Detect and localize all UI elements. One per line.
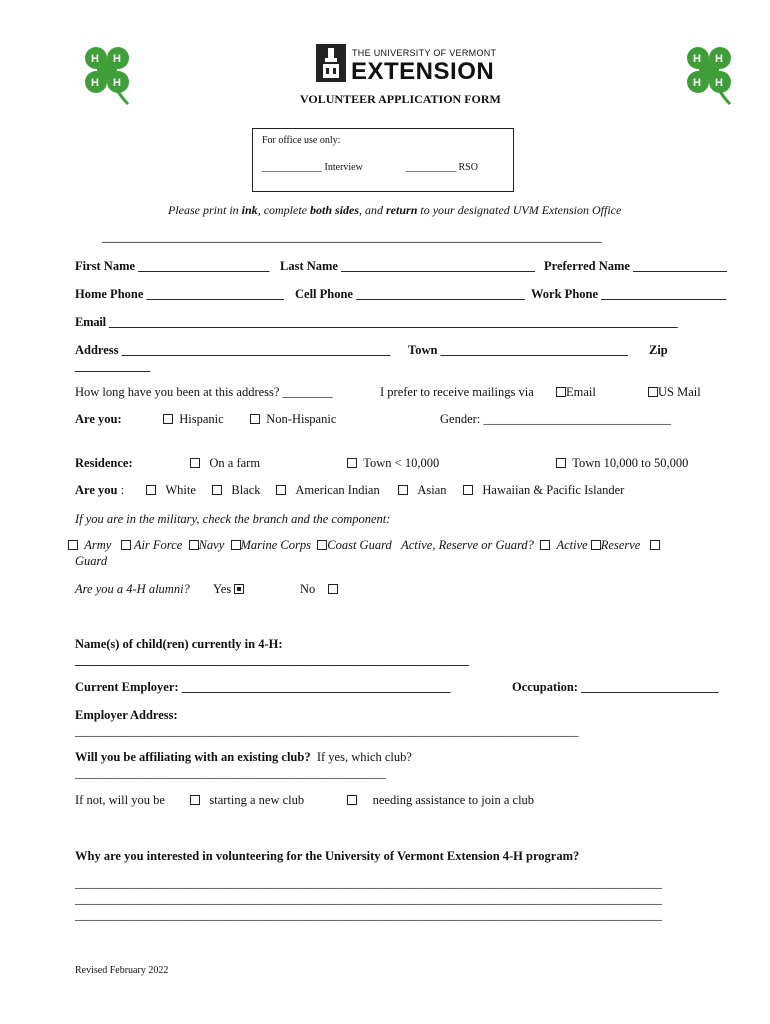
svg-text:H: H <box>715 77 723 89</box>
town-mid-checkbox[interactable] <box>556 458 566 468</box>
office-use-box <box>252 128 514 192</box>
children-line[interactable]: _______________________________________________________________ <box>75 653 469 667</box>
mail-pref-label: I prefer to receive mailings via <box>380 385 534 399</box>
town-small-option[interactable]: Town < 10,000 <box>347 456 439 471</box>
army-checkbox[interactable] <box>68 540 78 550</box>
interest-line-1[interactable]: ______________________________________________________________________________________________________ <box>75 876 662 890</box>
new-club-option[interactable]: starting a new club <box>190 793 304 808</box>
mail-email-checkbox[interactable] <box>556 387 566 397</box>
marine-checkbox[interactable] <box>231 540 241 550</box>
form-title: VOLUNTEER APPLICATION FORM <box>300 92 501 106</box>
university-line: THE UNIVERSITY OF VERMONT <box>352 48 497 58</box>
svg-text:H: H <box>693 53 701 65</box>
town-mid-option[interactable]: Town 10,000 to 50,000 <box>556 456 688 471</box>
employer-address-label: Employer Address: <box>75 708 178 722</box>
new-club-checkbox[interactable] <box>190 795 200 805</box>
navy-checkbox[interactable] <box>189 540 199 550</box>
svg-text:H: H <box>113 53 121 65</box>
email-field[interactable]: Email ______________________________________________________________________________________________ <box>75 315 678 329</box>
air-force-checkbox[interactable] <box>121 540 131 550</box>
white-checkbox[interactable] <box>146 485 156 495</box>
top-rule: ________________________________________________________________________________________________ <box>102 232 602 244</box>
guard-checkbox[interactable] <box>650 540 660 550</box>
4h-clover-logo-right <box>678 44 740 108</box>
alumni-yes-checkbox[interactable] <box>234 584 244 594</box>
building-icon <box>316 44 346 82</box>
mail-email-option[interactable]: Email <box>556 385 596 400</box>
farm-option[interactable]: On a farm <box>190 456 260 471</box>
cell-phone-field[interactable]: Cell Phone ___________________________ <box>295 287 525 301</box>
alumni-question: Are you a 4-H alumni? <box>75 582 190 596</box>
svg-text:H: H <box>91 53 99 65</box>
preferred-name-field[interactable]: Preferred Name _______________ <box>544 259 727 273</box>
black-checkbox[interactable] <box>212 485 222 495</box>
race-label: Are you : <box>75 483 125 497</box>
occupation-field[interactable]: Occupation: ______________________ <box>512 680 719 694</box>
farm-checkbox[interactable] <box>190 458 200 468</box>
town-small-checkbox[interactable] <box>347 458 357 468</box>
assistance-checkbox[interactable] <box>347 795 357 805</box>
hispanic-option[interactable]: Hispanic <box>163 412 224 427</box>
mail-usmail-option[interactable]: US Mail <box>648 385 701 400</box>
club-question: Will you be affiliating with an existing club? If yes, which club? <box>75 750 412 764</box>
home-phone-field[interactable]: Home Phone ______________________ <box>75 287 285 301</box>
town-field[interactable]: Town ______________________________ <box>408 343 629 357</box>
ethnicity-label: Are you: <box>75 412 122 426</box>
hawaiian-option[interactable]: Hawaiian & Pacific Islander <box>463 483 624 498</box>
if-not-label: If not, will you be <box>75 793 165 807</box>
black-option[interactable]: Black <box>212 483 261 498</box>
coast-guard-checkbox[interactable] <box>317 540 327 550</box>
svg-text:H: H <box>715 53 723 65</box>
guard-label: Guard <box>75 554 108 568</box>
american-indian-checkbox[interactable] <box>276 485 286 495</box>
residence-label: Residence: <box>75 456 133 470</box>
active-checkbox[interactable] <box>540 540 550 550</box>
reserve-checkbox[interactable] <box>591 540 601 550</box>
asian-checkbox[interactable] <box>398 485 408 495</box>
revised-date: Revised February 2022 <box>75 965 169 976</box>
first-name-field[interactable]: First Name _____________________ <box>75 259 270 273</box>
work-phone-field[interactable]: Work Phone ____________________ <box>531 287 727 301</box>
alumni-no-checkbox[interactable] <box>328 584 338 594</box>
svg-text:H: H <box>91 77 99 89</box>
interest-question: Why are you interested in volunteering for the University of Vermont Extension 4-H program? <box>75 849 580 863</box>
zip-line[interactable]: ____________ <box>75 359 150 373</box>
military-branches: Army Air Force Navy Marine Corps Coast Guard Active, Reserve or Guard? Active Reserve <box>68 538 660 553</box>
employer-address-line[interactable]: ______________________________________________________________________________________ <box>75 724 579 738</box>
hawaiian-checkbox[interactable] <box>463 485 473 495</box>
4h-clover-logo-left <box>76 44 138 108</box>
gender-field[interactable]: Gender: ______________________________ <box>440 412 671 426</box>
interest-line-3[interactable]: ______________________________________________________________________________________________________ <box>75 908 662 922</box>
zip-label: Zip <box>649 343 668 357</box>
svg-text:H: H <box>693 77 701 89</box>
instructions: Please print in ink, complete both sides, and return to your designated UVM Extension Office <box>168 203 622 217</box>
svg-text:H: H <box>113 77 121 89</box>
club-line[interactable]: _____________________________________________________ <box>75 766 386 780</box>
alumni-yes-option[interactable]: Yes <box>213 582 244 597</box>
mail-usmail-checkbox[interactable] <box>648 387 658 397</box>
employer-field[interactable]: Current Employer: ___________________________________________ <box>75 680 451 694</box>
children-label: Name(s) of child(ren) currently in 4-H: <box>75 637 283 651</box>
rso-field[interactable]: __________ RSO <box>406 162 478 173</box>
address-field[interactable]: Address ___________________________________________ <box>75 343 391 357</box>
assistance-option[interactable]: needing assistance to join a club <box>347 793 534 808</box>
address-duration-field[interactable]: How long have you been at this address? ________ <box>75 385 333 399</box>
interest-line-2[interactable]: ______________________________________________________________________________________________________ <box>75 892 662 906</box>
non-hispanic-checkbox[interactable] <box>250 414 260 424</box>
interview-field[interactable]: ____________ Interview <box>262 162 363 173</box>
extension-word: EXTENSION <box>351 58 495 85</box>
american-indian-option[interactable]: American Indian <box>276 483 380 498</box>
last-name-field[interactable]: Last Name _______________________________ <box>280 259 535 273</box>
alumni-no-option[interactable]: No <box>300 582 338 597</box>
non-hispanic-option[interactable]: Non-Hispanic <box>250 412 336 427</box>
office-label: For office use only: <box>262 135 341 146</box>
hispanic-checkbox[interactable] <box>163 414 173 424</box>
asian-option[interactable]: Asian <box>398 483 447 498</box>
military-intro: If you are in the military, check the branch and the component: <box>75 512 391 526</box>
white-option[interactable]: White <box>146 483 196 498</box>
